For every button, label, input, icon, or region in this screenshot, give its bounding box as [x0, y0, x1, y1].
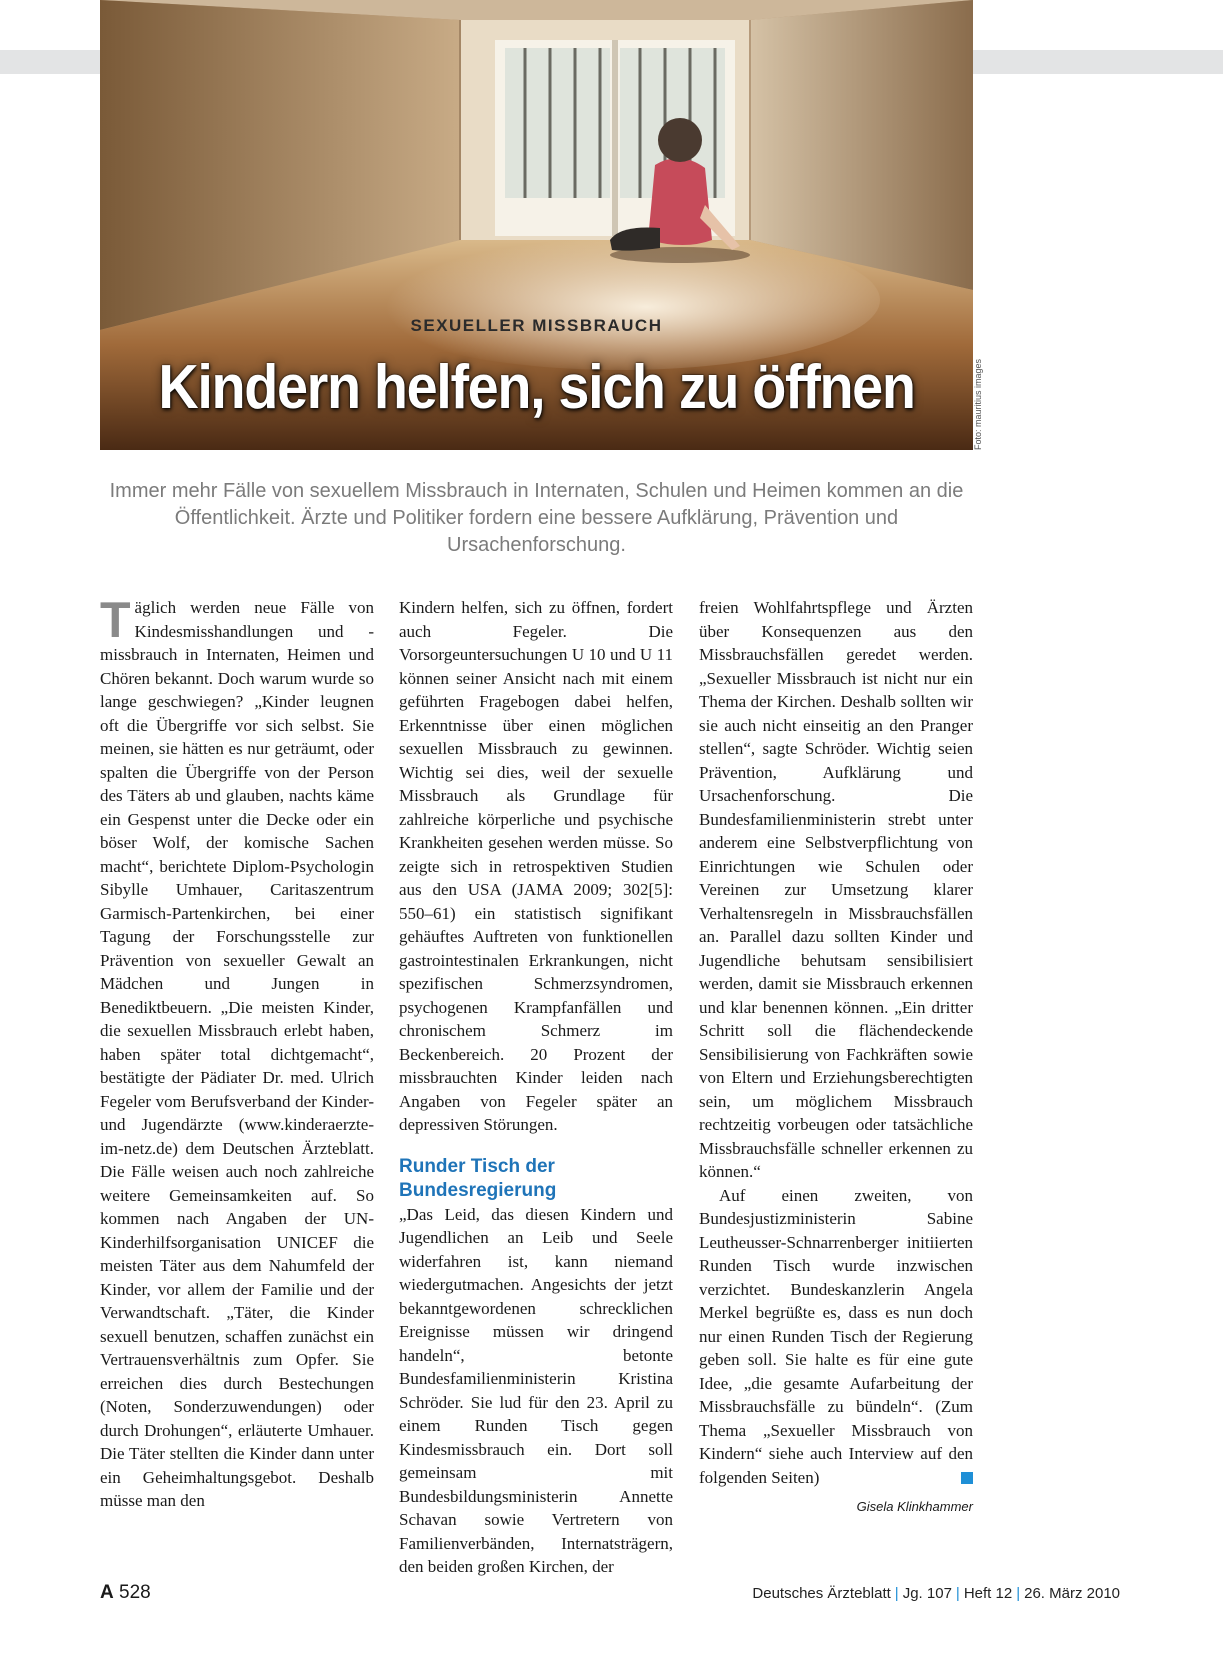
column-3-paragraph-1: freien Wohlfahrtspflege und Ärzten über Konsequenzen aus den Missbrauchsfällen geredet werden. „Sexueller Missbrauch ist nicht nur ein Thema der Kirchen. Deshalb sollten wir sie auch nicht einseitig an den Pranger stellen“, sagte Schröder. Wichtig seien Prävention, Aufklärung und Ursachenforschung. Die Bundesfamilienministerin strebt unter anderem eine Selbstverpflichtung von Einrichtungen wie Schulen oder Vereinen zur Umsetzung klarer Verhaltensregeln in Missbrauchsfällen an. Parallel dazu sollten Kinder und Jugendliche behutsam sensibilisiert werden, damit sie Missbrauch erkennen und klar benennen können. „Ein dritter Schritt soll die flächendeckende Sensibilisierung von Fachkräften sowie von Eltern und Erziehungsberechtigten sein, um möglichem Missbrauch rechtzeitig vorbeugen oder tatsächliche Missbrauchsfälle schneller erkennen zu können.“	[699, 598, 973, 1181]
page-prefix: A	[100, 1582, 114, 1603]
section-subheading: Runder Tisch der Bundesregierung	[399, 1155, 557, 1201]
journal-footer	[752, 1585, 1120, 1602]
body-column-3	[699, 596, 973, 1519]
journal-date: 26. März 2010	[1024, 1585, 1120, 1602]
journal-volume: Jg. 107	[902, 1585, 952, 1602]
column-3-paragraph-2: Auf einen zweiten, von Bundesjustizministerin Sabine Leutheusser-Schnarrenberger initiierten Runden Tisch wurde inzwischen verzichtet. Bundeskanzlerin Angela Merkel begrüßte es, dass es nun doch nur einen Runden Tisch der Regierung geben soll. Sie halte es für eine gute Idee, „die gesamte Aufarbeitung der Missbrauchsfälle zu bündeln“. (Zum Thema „Sexueller Missbrauch von Kindern“ siehe auch Interview auf den folgenden Seiten)	[699, 1185, 973, 1487]
footer-separator: |	[1016, 1585, 1021, 1602]
top-gray-band-left	[0, 50, 100, 74]
drop-cap: T	[100, 592, 131, 648]
footer-separator: |	[955, 1585, 960, 1602]
body-column-2	[399, 596, 673, 1579]
author-byline: Gisela Klinkhammer	[856, 1499, 973, 1514]
body-column-1	[100, 592, 374, 1513]
top-gray-band-right	[973, 50, 1223, 74]
end-mark-icon	[961, 1472, 973, 1484]
column-2-paragraph-2: „Das Leid, das diesen Kindern und Jugendlichen an Leib und Seele widerfahren ist, kann niemand wiedergutmachen. Angesichts der jetzt bekanntgewordenen schrecklichen Ereignisse müssen wir dringend handeln“, betonte Bundesfamilienministerin Kristina Schröder. Sie lud für den 23. April zu einem Runden Tisch gegen Kindesmissbrauch ein. Dort soll gemeinsam mit Bundesbildungsministerin Annette Schavan sowie Vertretern von Familienverbänden, Internatsträgern, den beiden großen Kirchen, der	[399, 1204, 673, 1576]
photo-credit-text: Foto: mauritius images	[973, 358, 983, 450]
journal-issue: Heft 12	[963, 1585, 1013, 1602]
article-lead: Immer mehr Fälle von sexuellem Missbrauch in Internaten, Schulen und Heimen kommen an die Öffentlichkeit. Ärzte und Politiker fordern eine bessere Aufklärung, Prävention und Ursachenforschung.	[109, 480, 964, 556]
article-kicker: SEXUELLER MISSBRAUCH	[410, 316, 663, 335]
footer-separator: |	[894, 1585, 899, 1602]
article-headline: Kindern helfen, sich zu öffnen	[158, 353, 915, 422]
photo-credit	[973, 358, 985, 460]
column-2-paragraph-1: Kindern helfen, sich zu öffnen, fordert auch Fegeler. Die Vorsorgeuntersuchungen U 10 und U 11 können seiner Ansicht nach mit einem geführten Fragebogen dabei helfen, Erkenntnisse über einen möglichen sexuellen Missbrauch zu gewinnen. Wichtig sei dies, weil der sexuelle Missbrauch als Grundlage für zahlreiche körperliche und psychische Krankheiten gesehen werden müsse. So zeigte sich in retrospektiven Studien aus den USA (JAMA 2009; 302[5]: 550–61) ein statistisch signifikant gehäuftes Auftreten von funktionellen gastrointestinalen Erkrankungen, nicht spezifischen Schmerzsyndromen, psychogenen Krampfanfällen und chronischem Schmerz im Beckenbereich. 20 Prozent der missbrauchten Kinder leiden nach Angaben von Fegeler später an depressiven Störungen.	[399, 598, 673, 1134]
column-1-text: äglich werden neue Fälle von Kindesmisshandlungen und -missbrauch in Internaten, Heimen und Chören bekannt. Doch warum wurde so lange geschwiegen? „Kinder leugnen oft die Übergriffe vor sich selbst. Sie meinen, sie hätten es nur geträumt, oder spalten die Übergriffe von der Person des Täters ab und glauben, nachts käme ein Gespenst unter die Decke oder ein böser Wolf, der komische Sachen macht“, berichtete Diplom-Psychologin Sibylle Umhauer, Caritaszentrum Garmisch-Partenkirchen, bei einer Tagung der Forschungsstelle zur Prävention von sexueller Gewalt an Mädchen und Jungen in Benediktbeuern. „Die meisten Kinder, die sexuellen Missbrauch erlebt haben, haben später total dichtgemacht“, bestätigte der Pädiater Dr. med. Ulrich Fegeler vom Berufsverband der Kinder- und Jugendärzte (www.kinderaerzte-im-netz.de) dem Deutschen Ärzteblatt. Die Fälle weisen auch noch zahlreiche weitere Gemeinsamkeiten auf. So kommen nach Angaben der UN-Kinderhilfsorganisation UNICEF die meisten Täter aus dem Nahumfeld der Kinder, vor allem der Familie und der Verwandtschaft. „Täter, die Kinder sexuell benutzen, schaffen zunächst ein Vertrauensverhältnis zum Opfer. Sie erreichen dies durch Bestechungen (Noten, Sonderzuwendungen) oder durch Drohungen“, erläuterte Umhauer. Die Täter stellten die Kinder dann unter ein Geheimhaltungsgebot. Deshalb müsse man den	[100, 598, 374, 1510]
page-number-value: 528	[119, 1582, 151, 1603]
page-number	[100, 1582, 151, 1604]
journal-name: Deutsches Ärzteblatt	[752, 1585, 891, 1602]
